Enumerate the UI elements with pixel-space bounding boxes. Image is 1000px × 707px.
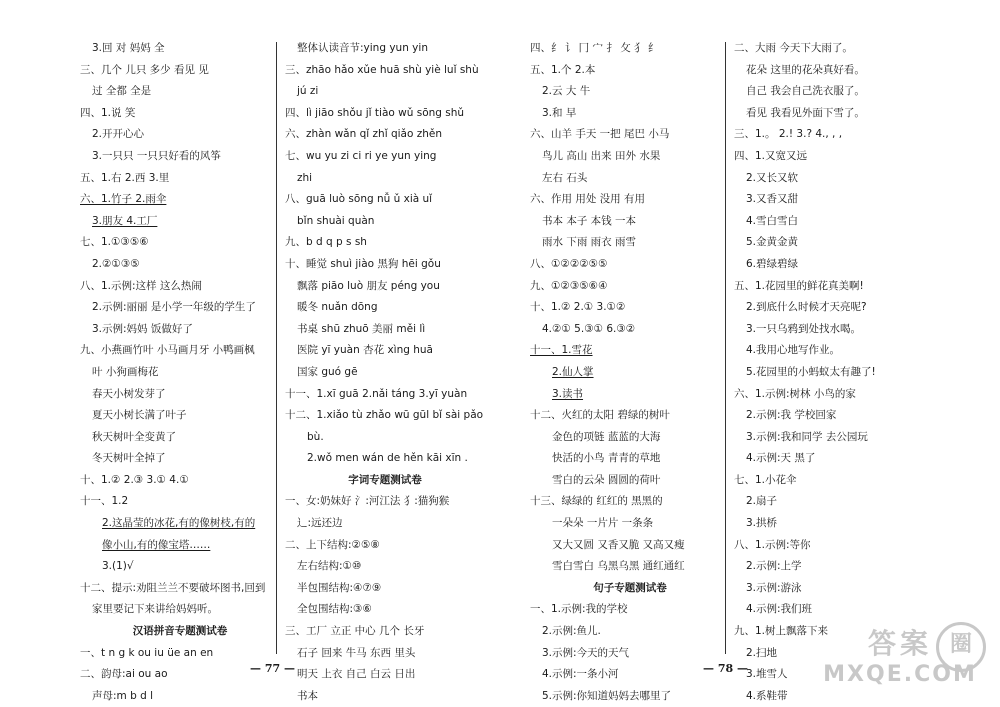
answer-line: 八、1.示例:这样 这么热闹	[80, 279, 202, 292]
answer-line: 一朵朵 一片片 一条条	[552, 517, 654, 530]
answer-line: 六、山羊 手天 一把 尾巴 小马	[530, 128, 670, 141]
answer-line: 家里要记下来讲给妈妈听。	[92, 603, 218, 616]
answer-line: 3.堆雪人	[746, 668, 788, 681]
answer-line: zhi	[297, 171, 313, 184]
answer-line: 5.花园里的小蚂蚁太有趣了!	[746, 365, 876, 378]
answer-line: 3.又香又甜	[746, 193, 799, 206]
answer-line: jú zi	[297, 85, 319, 98]
answer-line: 3.朋友 4.工厂	[92, 214, 158, 227]
answer-line: 4.示例:我们班	[746, 603, 813, 616]
section-title: 字词专题测试卷	[348, 473, 422, 486]
answer-line: 3.示例:我和同学 去公园玩	[746, 430, 868, 443]
answer-line: 十一、1.雪花	[530, 344, 593, 357]
answer-column-4	[734, 38, 934, 707]
answer-line: 3.(1)√	[102, 560, 134, 573]
answer-line: 看见 我看见外面下雪了。	[746, 106, 865, 119]
answer-line: 明天 上衣 自己 白云 日出	[297, 668, 416, 681]
answer-line: 石子 回来 牛马 东西 里头	[297, 646, 416, 659]
answer-line: 书桌 shū zhuō 美丽 měi lì	[297, 322, 426, 335]
answer-line: 过 全都 全是	[92, 85, 152, 98]
page-number-left: — 77 —	[250, 662, 295, 675]
answer-line: 4.我用心地写作业。	[746, 344, 841, 357]
answer-line: 一、女:奶妹好 氵:河江法 犭:猫狗猴	[285, 495, 450, 508]
answer-line: 声母:m b d l	[92, 689, 154, 702]
answer-line: 金色的项链 蓝蓝的大海	[552, 430, 661, 443]
answer-line: 六、zhàn wǎn qǐ zhǐ qiǎo zhěn	[285, 128, 443, 141]
answer-line: 二、韵母:ai ou ao	[80, 668, 168, 681]
answer-line: 医院 yī yuàn 杏花 xìng huā	[297, 344, 433, 357]
answer-line: 一、1.示例:我的学校	[530, 603, 628, 616]
answer-line: bù.	[307, 430, 324, 443]
answer-line: 4.②① 5.③① 6.③②	[542, 322, 636, 335]
answer-line: 2.扫地	[746, 646, 778, 659]
answer-line: 2.wǒ men wán de hěn kāi xīn .	[307, 452, 468, 465]
answer-line: 2.仙人掌	[552, 365, 594, 378]
answer-column-1	[80, 38, 280, 707]
answer-line: 左右结构:①⑩	[297, 560, 362, 573]
answer-line: 七、1.①③⑤⑥	[80, 236, 149, 249]
answer-line: 九、b d q p s sh	[285, 236, 367, 249]
answer-line: 3.示例:游泳	[746, 581, 802, 594]
answer-line: 国家 guó gē	[297, 365, 358, 378]
answer-line: 2.扇子	[746, 495, 778, 508]
answer-line: 二、大雨 今天下大雨了。	[734, 42, 853, 54]
answer-line: bǐn shuài quàn	[297, 214, 375, 227]
answer-line: 三、几个 儿只 多少 看见 见	[80, 63, 209, 76]
watermark-url: MXQE.COM	[823, 662, 977, 687]
answer-line: 九、小燕画竹叶 小马画月牙 小鸭画枫	[80, 344, 255, 357]
answer-line: 4.示例:天 黑了	[746, 452, 816, 465]
answer-line: 雨水 下雨 雨衣 雨雪	[542, 236, 637, 249]
answer-line: 5.金黄金黄	[746, 236, 799, 249]
answer-line: 3.和 早	[542, 106, 577, 119]
answer-line: 三、zhāo hǎo xǔe huā shù yiè luǐ shù	[285, 63, 479, 76]
answer-line: 冬天树叶全掉了	[92, 452, 166, 465]
answer-line: 九、①②③⑤⑥④	[530, 279, 608, 292]
answer-line: 七、1.小花伞	[734, 473, 797, 486]
answer-column-3	[530, 38, 730, 707]
answer-line: 雪白的云朵 圆圆的荷叶	[552, 473, 661, 486]
answer-line: 四、lì jiāo shǒu jǐ tiào wǔ sōng shǔ	[285, 106, 465, 119]
answer-line: 春天小树发芽了	[92, 387, 166, 400]
answer-line: 3.拱桥	[746, 517, 778, 530]
answer-line: 6.碧绿碧绿	[746, 257, 799, 270]
watermark-brand: 答案	[867, 627, 932, 660]
answer-line: 七、wu yu zi ci ri ye yun ying	[285, 149, 437, 162]
answer-line: 3.一只只 一只只好看的风筝	[92, 149, 221, 162]
answer-line: 3.示例:今天的天气	[542, 646, 630, 659]
answer-line: 2.开开心心	[92, 128, 145, 141]
answer-line: 飘落 piāo luò 朋友 péng you	[297, 279, 440, 292]
answer-line: 又大又圆 又香又脆 又高又瘦	[552, 538, 685, 551]
answer-line: 夏天小树长满了叶子	[92, 409, 187, 422]
answer-line: 全包围结构:③⑥	[297, 603, 372, 616]
answer-line: 十二、火红的太阳 碧绿的树叶	[530, 409, 670, 422]
answer-line: 暖冬 nuǎn dōng	[297, 301, 378, 314]
watermark-seal-icon: 圈	[936, 622, 986, 672]
answer-line: 2.示例:丽丽 是小学一年级的学生了	[92, 301, 256, 314]
answer-line: 秋天树叶全变黄了	[92, 430, 176, 443]
answer-line: 三、1.。 2.! 3.? 4., , ,	[734, 128, 843, 141]
answer-line: 三、工厂 立正 中心 几个 长牙	[285, 625, 425, 638]
answer-line: 辶:远还边	[297, 517, 343, 530]
answer-line: 六、作用 用处 没用 有用	[530, 193, 646, 206]
answer-line: 书本	[297, 689, 318, 702]
column-divider	[276, 42, 277, 654]
column-divider	[725, 42, 726, 654]
answer-line: 十一、1.xī guā 2.nǎi táng 3.yī yuàn	[285, 387, 468, 400]
answer-line: 2.②①③⑤	[92, 257, 140, 270]
answer-line: 4.系鞋带	[746, 689, 788, 702]
answer-line: 叶 小狗画梅花	[92, 365, 159, 378]
answer-line: 3.一只乌鸦到处找水喝。	[746, 322, 862, 335]
answer-line: 六、1.示例:树林 小鸟的家	[734, 387, 856, 400]
answer-line: 4.示例:一条小河	[542, 668, 619, 681]
answer-line: 半包围结构:④⑦⑨	[297, 581, 382, 594]
answer-line: 自己 我会自己洗衣服了。	[746, 85, 865, 98]
answer-line: 十一、1.2	[80, 495, 129, 508]
answer-line: 3.回 对 妈妈 全	[92, 42, 165, 54]
answer-line: 十、1.② 2.① 3.①②	[530, 301, 626, 314]
answer-line: 五、1.右 2.西 3.里	[80, 171, 170, 184]
answer-line: 2.示例:鱼儿.	[542, 625, 601, 638]
answer-line: 四、1.又宽又远	[734, 149, 808, 162]
answer-column-2	[285, 38, 485, 707]
answer-line: 花朵 这里的花朵真好看。	[746, 63, 865, 76]
answer-line: 十、睡觉 shuì jiào 黑狗 hēi gǒu	[285, 257, 441, 270]
answer-line: 3.示例:妈妈 饭做好了	[92, 322, 193, 335]
answer-line: 十二、提示:劝阻兰兰不要破坏图书,回到	[80, 581, 266, 594]
answer-line: 快活的小鸟 青青的草地	[552, 452, 661, 465]
answer-line: 十、1.② 2.③ 3.① 4.①	[80, 473, 189, 486]
answer-line: 左右 石头	[542, 171, 588, 184]
answer-line: 十三、绿绿的 红红的 黑黑的	[530, 495, 663, 508]
answer-line: 3.读书	[552, 387, 584, 400]
watermark-logo	[810, 622, 990, 700]
answer-line: 2.云 大 牛	[542, 85, 591, 98]
answer-line: 八、1.示例:等你	[734, 538, 811, 551]
section-title: 句子专题测试卷	[593, 581, 667, 594]
answer-line: 2.示例:我 学校回家	[746, 409, 837, 422]
answer-line: 像小山,有的像宝塔……	[102, 538, 211, 551]
answer-line: 整体认读音节:ying yun yin	[297, 42, 428, 54]
answer-line: 六、1.竹子 2.雨伞	[80, 193, 167, 206]
answer-line: 书本 本子 本钱 一本	[542, 214, 637, 227]
answer-line: 2.示例:上学	[746, 560, 802, 573]
answer-line: 4.雪白雪白	[746, 214, 799, 227]
answer-line: 九、1.树上飘落下来	[734, 625, 829, 638]
section-title: 汉语拼音专题测试卷	[132, 625, 228, 638]
answer-line: 一、t n g k ou iu üe an en	[80, 646, 214, 659]
answer-line: 四、1.说 笑	[80, 106, 136, 119]
answer-line: 四、纟 讠 冂 宀 扌 攵 犭 纟	[530, 42, 659, 54]
answer-line: 5.示例:你知道妈妈去哪里了	[542, 689, 672, 702]
answer-line: 2.又长又软	[746, 171, 799, 184]
answer-line: 十二、1.xiǎo tù zhǎo wū gūl bǐ sài pǎo	[285, 409, 484, 422]
page-number-right: — 78 —	[703, 662, 748, 675]
answer-line: 五、1.个 2.本	[530, 63, 596, 76]
answer-line: 雪白雪白 乌黑乌黑 通红通红	[552, 560, 685, 573]
answer-line: 鸟儿 高山 出来 田外 水果	[542, 149, 661, 162]
answer-line: 2.到底什么时候才天亮呢?	[746, 301, 867, 314]
answer-line: 八、guā luò sōng nǚ ǔ xià uǐ	[285, 193, 433, 206]
answer-line: 二、上下结构:②⑤⑧	[285, 538, 380, 551]
answer-line: 五、1.花园里的鲜花真美啊!	[734, 279, 864, 292]
answer-line: 2.这晶莹的冰花,有的像树枝,有的	[102, 517, 256, 530]
answer-line: 八、①②②②⑤⑤	[530, 257, 608, 270]
